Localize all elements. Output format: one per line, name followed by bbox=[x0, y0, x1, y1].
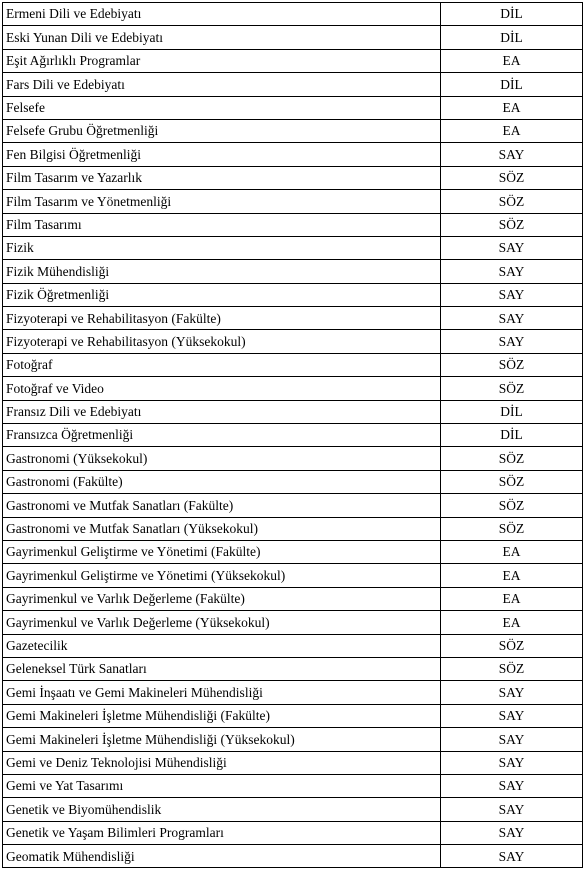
program-name-cell: Fars Dili ve Edebiyatı bbox=[3, 73, 441, 96]
table-row bbox=[3, 798, 583, 821]
score-type-cell: SÖZ bbox=[441, 657, 583, 680]
score-type-cell: SÖZ bbox=[441, 213, 583, 236]
program-name-cell: Gemi ve Deniz Teknolojisi Mühendisliği bbox=[3, 751, 441, 774]
score-type-cell: SAY bbox=[441, 728, 583, 751]
table-row bbox=[3, 26, 583, 49]
program-name-cell: Fotoğraf bbox=[3, 353, 441, 376]
table-row bbox=[3, 236, 583, 259]
table-row bbox=[3, 49, 583, 72]
program-name-cell: Gayrimenkul ve Varlık Değerleme (Fakülte) bbox=[3, 587, 441, 610]
program-name-cell: Film Tasarım ve Yazarlık bbox=[3, 166, 441, 189]
score-type-cell: SAY bbox=[441, 704, 583, 727]
score-type-cell: EA bbox=[441, 540, 583, 563]
score-type-cell: SAY bbox=[441, 236, 583, 259]
program-name-cell: Film Tasarımı bbox=[3, 213, 441, 236]
program-name-cell: Geleneksel Türk Sanatları bbox=[3, 657, 441, 680]
score-type-cell: SÖZ bbox=[441, 634, 583, 657]
score-type-cell: EA bbox=[441, 49, 583, 72]
score-type-cell: SAY bbox=[441, 821, 583, 844]
score-type-cell: SAY bbox=[441, 307, 583, 330]
score-type-cell: SAY bbox=[441, 283, 583, 306]
program-name-cell: Gayrimenkul Geliştirme ve Yönetimi (Fakülte) bbox=[3, 540, 441, 563]
table-row bbox=[3, 564, 583, 587]
program-name-cell: Gemi ve Yat Tasarımı bbox=[3, 774, 441, 797]
program-name-cell: Fizik Mühendisliği bbox=[3, 260, 441, 283]
table-row bbox=[3, 3, 583, 26]
table-row bbox=[3, 190, 583, 213]
table-row bbox=[3, 283, 583, 306]
table-row bbox=[3, 260, 583, 283]
program-name-cell: Eşit Ağırlıklı Programlar bbox=[3, 49, 441, 72]
program-name-cell: Gastronomi (Yüksekokul) bbox=[3, 447, 441, 470]
program-name-cell: Gazetecilik bbox=[3, 634, 441, 657]
program-name-cell: Fizik bbox=[3, 236, 441, 259]
table-row bbox=[3, 587, 583, 610]
table-row bbox=[3, 728, 583, 751]
program-name-cell: Fransız Dili ve Edebiyatı bbox=[3, 400, 441, 423]
program-name-cell: Felsefe Grubu Öğretmenliği bbox=[3, 119, 441, 142]
score-type-cell: SÖZ bbox=[441, 190, 583, 213]
program-name-cell: Film Tasarım ve Yönetmenliği bbox=[3, 190, 441, 213]
table-row bbox=[3, 470, 583, 493]
table-row bbox=[3, 213, 583, 236]
score-type-cell: SÖZ bbox=[441, 517, 583, 540]
score-type-cell: SAY bbox=[441, 751, 583, 774]
score-type-cell: EA bbox=[441, 119, 583, 142]
table-row bbox=[3, 377, 583, 400]
table-row bbox=[3, 330, 583, 353]
score-type-cell: SAY bbox=[441, 798, 583, 821]
table-row bbox=[3, 774, 583, 797]
program-name-cell: Gayrimenkul ve Varlık Değerleme (Yüksekokul) bbox=[3, 611, 441, 634]
program-name-cell: Gemi Makineleri İşletme Mühendisliği (Yüksekokul) bbox=[3, 728, 441, 751]
program-name-cell: Fizyoterapi ve Rehabilitasyon (Fakülte) bbox=[3, 307, 441, 330]
table-row bbox=[3, 119, 583, 142]
table-row bbox=[3, 424, 583, 447]
score-type-cell: SÖZ bbox=[441, 166, 583, 189]
score-type-cell: EA bbox=[441, 587, 583, 610]
table-row bbox=[3, 540, 583, 563]
score-type-cell: EA bbox=[441, 611, 583, 634]
score-type-cell: SAY bbox=[441, 143, 583, 166]
table-row bbox=[3, 166, 583, 189]
program-name-cell: Genetik ve Biyomühendislik bbox=[3, 798, 441, 821]
table-body bbox=[3, 3, 583, 868]
score-type-cell: SÖZ bbox=[441, 353, 583, 376]
table-row bbox=[3, 494, 583, 517]
table-row bbox=[3, 143, 583, 166]
program-name-cell: Gemi İnşaatı ve Gemi Makineleri Mühendisliği bbox=[3, 681, 441, 704]
program-name-cell: Eski Yunan Dili ve Edebiyatı bbox=[3, 26, 441, 49]
table-row bbox=[3, 821, 583, 844]
program-name-cell: Gastronomi ve Mutfak Sanatları (Yüksekokul) bbox=[3, 517, 441, 540]
table-row bbox=[3, 400, 583, 423]
table-row bbox=[3, 353, 583, 376]
table-row bbox=[3, 657, 583, 680]
program-name-cell: Felsefe bbox=[3, 96, 441, 119]
score-type-cell: EA bbox=[441, 96, 583, 119]
score-type-cell: SÖZ bbox=[441, 494, 583, 517]
program-name-cell: Gastronomi (Fakülte) bbox=[3, 470, 441, 493]
program-name-cell: Gemi Makineleri İşletme Mühendisliği (Fakülte) bbox=[3, 704, 441, 727]
program-name-cell: Gayrimenkul Geliştirme ve Yönetimi (Yüksekokul) bbox=[3, 564, 441, 587]
program-name-cell: Fizyoterapi ve Rehabilitasyon (Yüksekokul) bbox=[3, 330, 441, 353]
score-type-cell: DİL bbox=[441, 26, 583, 49]
program-name-cell: Ermeni Dili ve Edebiyatı bbox=[3, 3, 441, 26]
program-name-cell: Fotoğraf ve Video bbox=[3, 377, 441, 400]
program-name-cell: Fizik Öğretmenliği bbox=[3, 283, 441, 306]
table-row bbox=[3, 517, 583, 540]
table-row bbox=[3, 611, 583, 634]
score-type-cell: SÖZ bbox=[441, 447, 583, 470]
program-name-cell: Genetik ve Yaşam Bilimleri Programları bbox=[3, 821, 441, 844]
score-type-cell: DİL bbox=[441, 424, 583, 447]
table-row bbox=[3, 96, 583, 119]
program-name-cell: Gastronomi ve Mutfak Sanatları (Fakülte) bbox=[3, 494, 441, 517]
table-row bbox=[3, 73, 583, 96]
score-type-cell: DİL bbox=[441, 73, 583, 96]
score-type-cell: DİL bbox=[441, 400, 583, 423]
score-type-cell: SAY bbox=[441, 260, 583, 283]
score-type-cell: SAY bbox=[441, 330, 583, 353]
table-row bbox=[3, 307, 583, 330]
score-type-cell: EA bbox=[441, 564, 583, 587]
program-name-cell: Geomatik Mühendisliği bbox=[3, 845, 441, 868]
score-type-cell: SAY bbox=[441, 845, 583, 868]
score-type-cell: SÖZ bbox=[441, 470, 583, 493]
table-row bbox=[3, 751, 583, 774]
score-type-cell: SÖZ bbox=[441, 377, 583, 400]
program-score-type-table bbox=[2, 2, 583, 868]
table-row bbox=[3, 447, 583, 470]
table-row bbox=[3, 634, 583, 657]
score-type-cell: SAY bbox=[441, 774, 583, 797]
score-type-cell: DİL bbox=[441, 3, 583, 26]
table-row bbox=[3, 681, 583, 704]
table-row bbox=[3, 845, 583, 868]
score-type-cell: SAY bbox=[441, 681, 583, 704]
table-row bbox=[3, 704, 583, 727]
program-name-cell: Fen Bilgisi Öğretmenliği bbox=[3, 143, 441, 166]
program-name-cell: Fransızca Öğretmenliği bbox=[3, 424, 441, 447]
